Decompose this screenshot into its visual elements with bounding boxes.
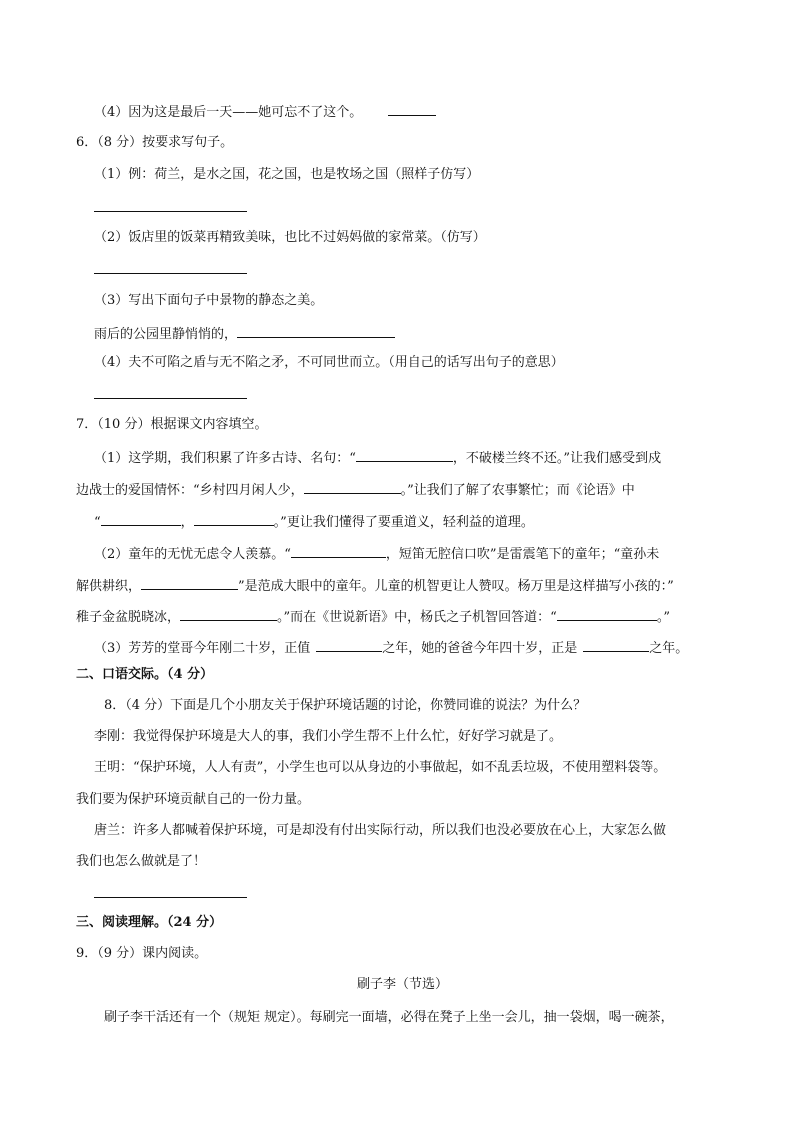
q7-title: 7．（10 分）根据课文内容填空。: [76, 417, 268, 432]
q8-wangming-2: 我们要为保护环境贡献自己的一份力量。: [76, 792, 311, 807]
q7-p2-line3: [76, 606, 670, 627]
q7-p1-l3a: “: [94, 515, 101, 530]
q6-item1-answer-line[interactable]: [94, 211, 247, 212]
q6-item3-prompt: 雨后的公园里静悄悄的，: [94, 327, 238, 342]
q7-p3c: 之年。: [649, 641, 689, 656]
q7-p1-line3: [94, 511, 534, 532]
q7-p1-l1b: ，不破楼兰终不还。”让我们感受到戍: [452, 451, 662, 466]
section3-title: 三、阅读理解。（24 分）: [76, 915, 223, 930]
q7-p2-l2a: 解供耕织，: [76, 579, 142, 594]
q7-p1-line1: [94, 447, 661, 468]
q7-blank-7[interactable]: [180, 606, 277, 621]
q7-p2-line2: [76, 575, 674, 596]
q5-item4-text: （4）因为这是最后一天——她可忘不了这个。: [94, 105, 363, 120]
q7-p1-line2: [76, 479, 635, 500]
q6-item3: （3）写出下面句子中景物的静态之美。: [94, 293, 324, 308]
q7-p3-line: [94, 637, 688, 658]
section2-title: 二、口语交际。（4 分）: [76, 667, 214, 682]
q7-blank-3[interactable]: [101, 511, 181, 526]
q7-blank-10[interactable]: [583, 637, 649, 652]
q7-p3b: 之年，她的爸爸今年四十岁，正是: [382, 641, 578, 656]
q7-p1-l1a: （1）这学期，我们积累了许多古诗、名句：“: [94, 451, 356, 466]
q6-title: 6．（8 分）按要求写句子。: [76, 135, 234, 150]
q5-item4-blank[interactable]: [388, 101, 436, 116]
q8-ligang: 李刚：我觉得保护环境是大人的事，我们小学生帮不上什么忙，好好学习就是了。: [94, 729, 563, 744]
q7-p1-l2a: 边战士的爱国情怀：“乡村四月闲人少，: [76, 483, 304, 498]
q7-blank-6[interactable]: [141, 575, 238, 590]
q8-answer-line[interactable]: [94, 897, 247, 898]
q7-blank-1[interactable]: [356, 447, 453, 462]
q6-item3-blank[interactable]: [237, 323, 395, 338]
q8-wangming-1: 王明：“保护环境，人人有责”，小学生也可以从身边的小事做起，如不乱丢垃圾，不使用塑料袋等。: [94, 760, 667, 775]
q7-blank-8[interactable]: [557, 606, 657, 621]
q6-item1: （1）例：荷兰，是水之国，花之国，也是牧场之国（照样子仿写）: [94, 167, 480, 182]
q7-p2-line1: [94, 543, 659, 564]
q7-blank-9[interactable]: [316, 637, 382, 652]
passage-title: 刷子李（节选）: [357, 977, 449, 992]
q7-blank-4[interactable]: [194, 511, 274, 526]
q7-p1-l3c: 。”更让我们懂得了要重道义，轻利益的道理。: [273, 515, 534, 530]
q7-blank-5[interactable]: [291, 543, 386, 558]
q7-p3a: （3）芳芳的堂哥今年刚二十岁，正值: [94, 641, 311, 656]
q8-tanglan-1: 唐兰：许多人都喊着保护环境，可是却没有付出实际行动，所以我们也没必要放在心上，大家怎么做: [94, 823, 667, 838]
q7-p2-l3c: 。”: [656, 610, 670, 625]
q7-p2-l1b: ，短笛无腔信口吹”是雷震笔下的童年；“童孙未: [385, 547, 660, 562]
q8-tanglan-2: 我们也怎么做就是了！: [76, 854, 207, 869]
q6-item3-line: [94, 323, 395, 344]
q7-p2-l1a: （2）童年的无忧无虑令人羡慕。“: [94, 547, 291, 562]
q7-blank-2[interactable]: [304, 479, 401, 494]
q8-prompt: 8．（4 分）下面是几个小朋友关于保护环境话题的讨论，你赞同谁的说法？为什么？: [104, 698, 587, 713]
passage-line1: 刷子李干活还有一个（规矩 规定）。每刷完一面墙，必得在凳子上坐一会儿，抽一袋烟，喝一碗茶，: [104, 1010, 674, 1025]
q6-item2-answer-line[interactable]: [94, 273, 247, 274]
q7-p2-l2b: ”是范成大眼中的童年。儿童的机智更让人赞叹。杨万里是这样描写小孩的：”: [238, 579, 674, 594]
q6-item4-answer-line[interactable]: [94, 398, 247, 399]
q7-p2-l3a: 稚子金盆脱晓冰，: [76, 610, 181, 625]
q7-p2-l3b: 。”而在《世说新语》中，杨氏之子机智回答道：“: [277, 610, 557, 625]
q5-item4: [94, 101, 436, 122]
q6-item4: （4）夫不可陷之盾与无不陷之矛，不可同世而立。（用自己的话写出句子的意思）: [94, 355, 564, 370]
q7-p1-l3b: ，: [180, 515, 194, 530]
q6-item2: （2）饭店里的饭菜再精致美味，也比不过妈妈做的家常菜。（仿写）: [94, 230, 486, 245]
q7-p1-l2b: 。”让我们了解了农事繁忙；而《论语》中: [400, 483, 635, 498]
q9-prompt: 9．（9 分）课内阅读。: [76, 946, 208, 961]
